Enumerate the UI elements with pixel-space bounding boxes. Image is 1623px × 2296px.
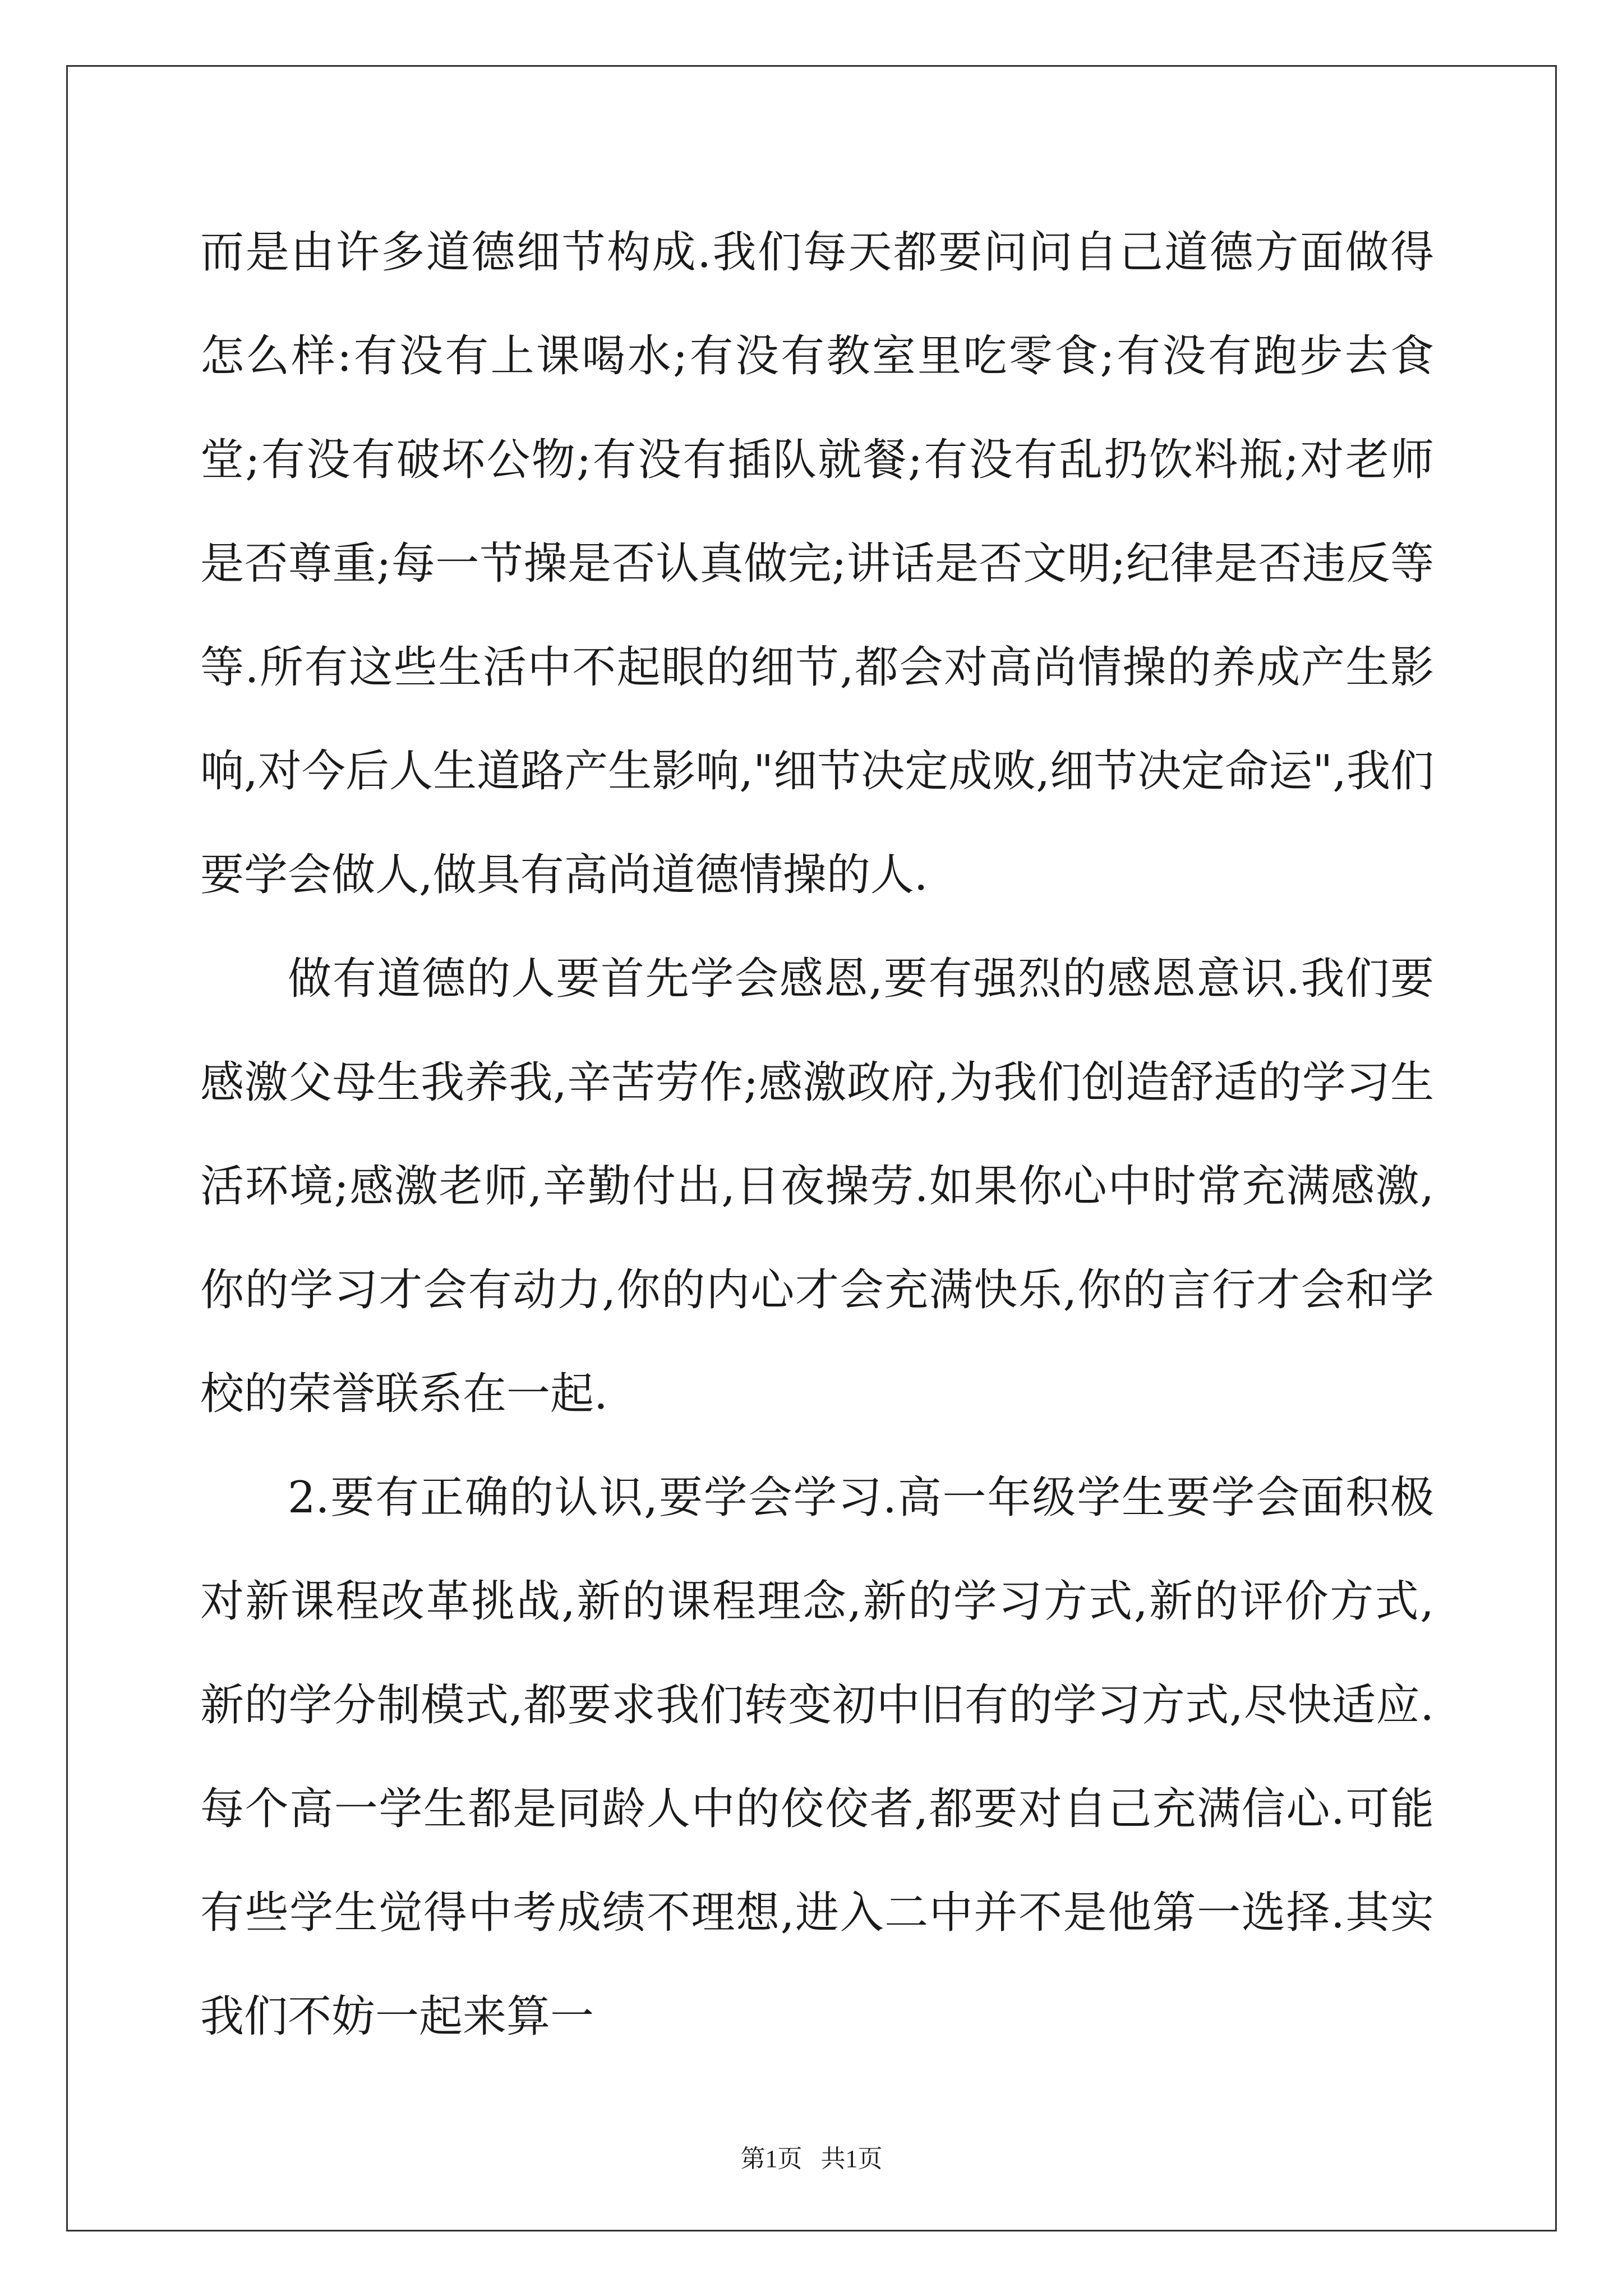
page-number-footer: 第1页 共1页 — [740, 2145, 883, 2173]
paragraph-2: 做有道德的人要首先学会感恩,要有强烈的感恩意识.我们要感激父母生我养我,辛苦劳作;感激政府,为我们创造舒适的学习生活环境;感激老师,辛勤付出,日夜操劳.如果你心中时常充满感激,你的学习才会有动力,你的内心才会充满快乐,你的言行才会和学校的荣誉联系在一起. — [200, 954, 1434, 1419]
paragraph-3: 2.要有正确的认识,要学会学习.高一年级学生要学会面积极对新课程改革挑战,新的课程理念,新的学习方式,新的评价方式,新的学分制模式,都要求我们转变初中旧有的学习方式,尽快适应.每个高一学生都是同龄人中的佼佼者,都要对自己充满信心.可能有些学生觉得中考成绩不理想,进入二中并不是他第一选择.其实我们不妨一起来算一 — [200, 1473, 1434, 2042]
paragraph-1: 而是由许多道德细节构成.我们每天都要问问自己道德方面做得怎么样:有没有上课喝水;有没有教室里吃零食;有没有跑步去食堂;有没有破坏公物;有没有插队就餐;有没有乱扔饮料瓶;对老师是否尊重;每一节操是否认真做完;讲话是否文明;纪律是否违反等等.所有这些生活中不起眼的细节,都会对高尚情操的养成产生影响,对今后人生道路产生影响,"细节决定成败,细节决定命运",我们要学会做人,做具有高尚道德情操的人. — [200, 227, 1434, 900]
document-body — [200, 201, 1434, 2069]
